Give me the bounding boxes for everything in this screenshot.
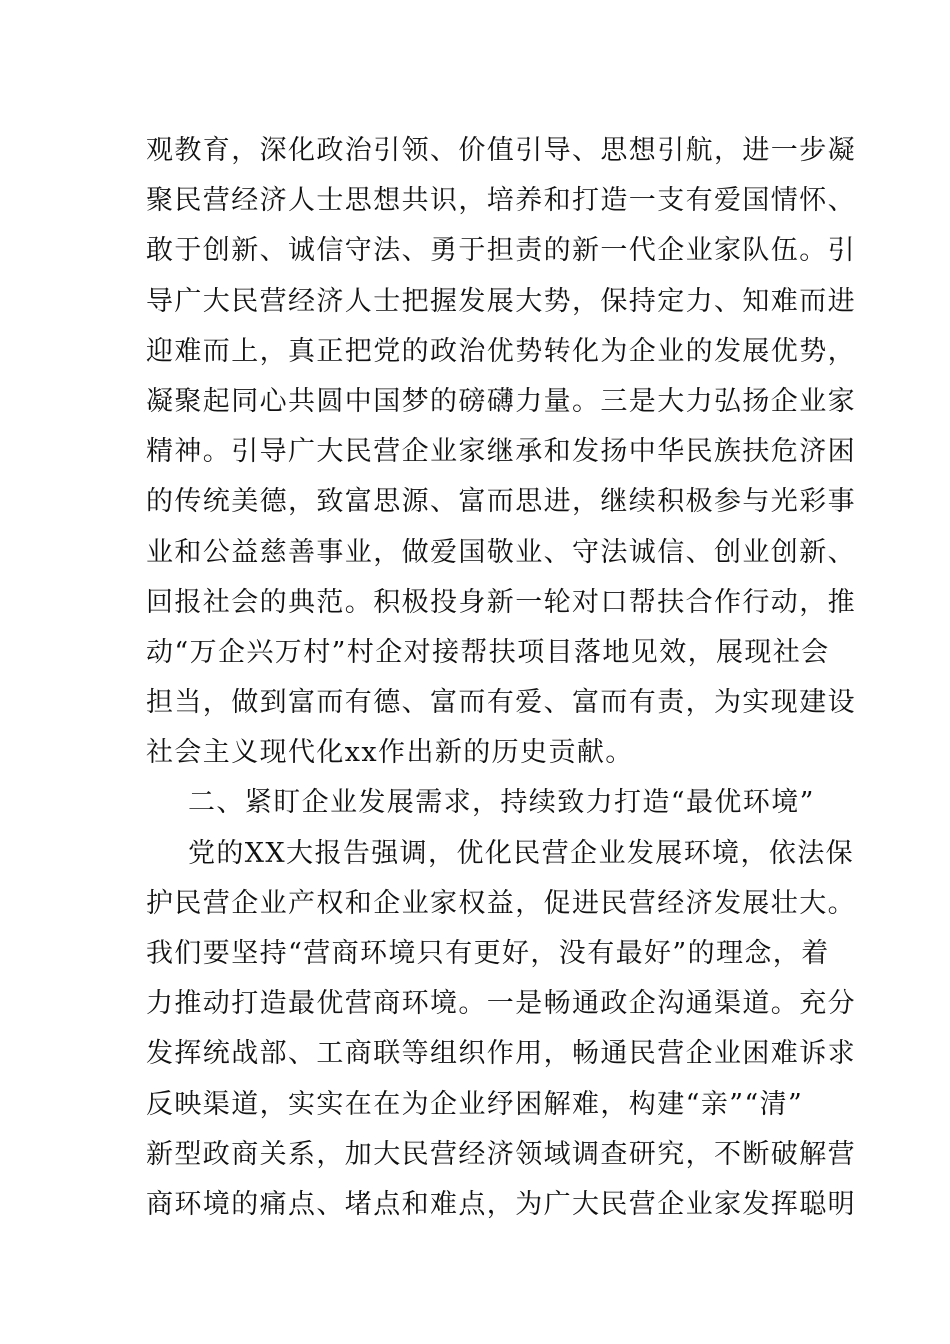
text-line: 力推动打造最优营商环境。一是畅通政企沟通渠道。充分 — [146, 988, 856, 1020]
text-line: 敢于创新、诚信守法、勇于担责的新一代企业家队伍。引 — [146, 235, 856, 267]
text-line: 业和公益慈善事业，做爱国敬业、守法诚信、创业创新、 — [146, 536, 856, 568]
text-line: 发挥统战部、工商联等组织作用，畅通民营企业困难诉求 — [146, 1038, 856, 1070]
text-line: 动“万企兴万村”村企对接帮扶项目落地见效，展现社会 — [146, 636, 830, 668]
text-line: 精神。引导广大民营企业家继承和发扬中华民族扶危济困 — [146, 436, 856, 468]
text-line: 聚民营经济人士思想共识，培养和打造一支有爱国情怀、 — [146, 185, 856, 217]
text-line: 党的XX大报告强调，优化民营企业发展环境，依法保 — [188, 837, 855, 869]
text-line: 商环境的痛点、堵点和难点，为广大民营企业家发挥聪明 — [146, 1188, 856, 1220]
section-heading: 二、紧盯企业发展需求，持续致力打造“最优环境” — [188, 787, 815, 819]
text-line: 新型政商关系，加大民营经济领域调查研究，不断破解营 — [146, 1138, 856, 1170]
text-line: 观教育，深化政治引领、价值引导、思想引航，进一步凝 — [146, 135, 856, 166]
body-text — [146, 126, 856, 1230]
text-line: 回报社会的典范。积极投身新一轮对口帮扶合作行动，推 — [146, 586, 856, 618]
text-line: 导广大民营经济人士把握发展大势，保持定力、知难而进 — [146, 285, 856, 317]
text-line: 担当，做到富而有德、富而有爱、富而有责，为实现建设 — [146, 687, 856, 719]
text-line: 护民营企业产权和企业家权益，促进民营经济发展壮大。 — [146, 887, 856, 919]
text-line: 凝聚起同心共圆中国梦的磅礴力量。三是大力弘扬企业家 — [146, 385, 856, 417]
text-line: 我们要坚持“营商环境只有更好，没有最好”的理念，着 — [146, 938, 830, 969]
text-line: 的传统美德，致富思源、富而思进，继续积极参与光彩事 — [146, 486, 856, 518]
text-line: 社会主义现代化xx作出新的历史贡献。 — [146, 737, 634, 769]
text-line: 反映渠道，实实在在为企业纾困解难，构建“亲”“清” — [146, 1088, 804, 1120]
text-line: 迎难而上，真正把党的政治优势转化为企业的发展优势， — [146, 335, 856, 367]
